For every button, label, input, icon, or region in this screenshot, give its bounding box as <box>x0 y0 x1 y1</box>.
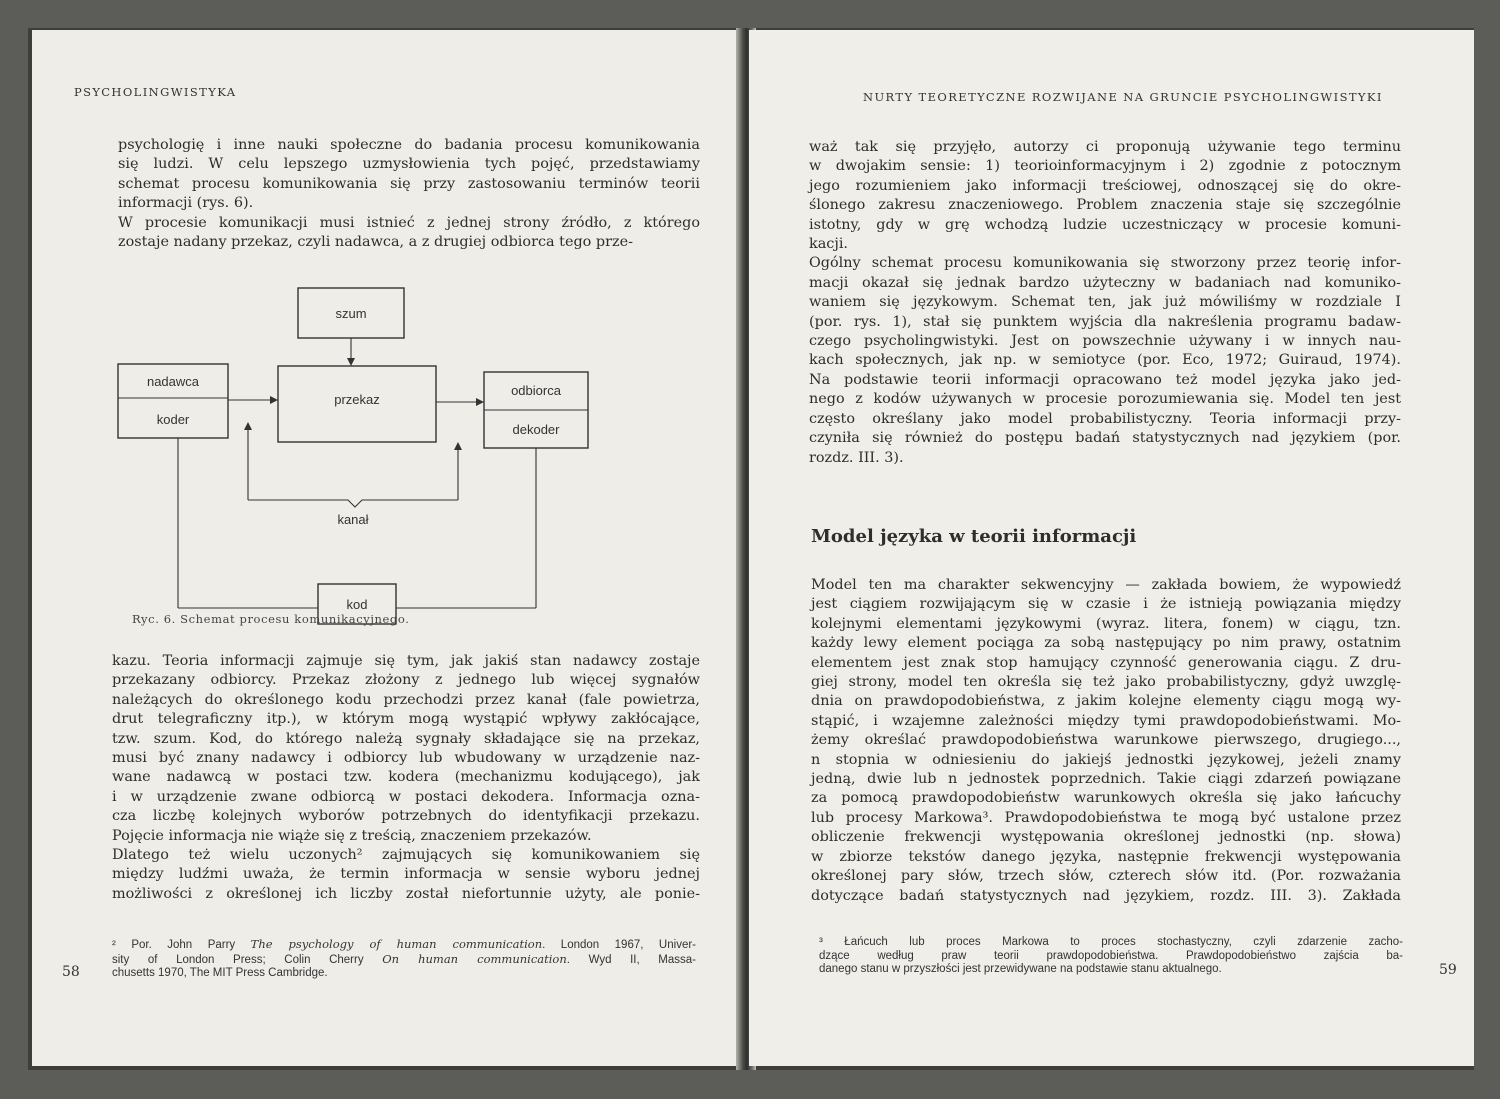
channel-bracket <box>248 500 458 507</box>
footnote-line: sity of London Press; Colin Cherry On human communication. Wyd II, Massa- <box>112 951 696 966</box>
paragraph <box>112 652 700 904</box>
text-line: tzw. szum. Kod, do którego należą sygnały składające się na przekaz, <box>112 730 700 747</box>
section-heading: Model języka w teorii informacji <box>811 526 1137 547</box>
label-szum: szum <box>335 306 367 321</box>
text-line: rozdz. III. 3). <box>809 449 904 466</box>
text-line: między ludźmi uważa, że termin informacja w sensie wyboru jednej <box>112 866 700 883</box>
label-odbiorca: odbiorca <box>511 383 561 398</box>
left-page <box>32 30 743 1066</box>
text-line: kolejnymi elementami językowymi (wyraz. litera, fonem) w ciągu, tzn. <box>811 615 1401 632</box>
page-number-right: 59 <box>1439 962 1457 978</box>
text-line: dotyczące badań statystycznych nad językiem, rozdz. III. 3). Zakłada <box>811 887 1401 904</box>
text-line: się ludzi. W celu lepszego uzmysłowienia tych pojęć, przedstawiamy <box>118 156 700 173</box>
text-line: cza liczbę kolejnych wyborów potrzebnych do identyfikacji przekazu. <box>112 808 700 825</box>
text-line: waż tak się przyjęło, autorzy ci proponują używanie tego terminu <box>809 139 1401 155</box>
paragraph <box>118 136 700 252</box>
text-line: kacji. <box>809 236 848 253</box>
label-koder: koder <box>156 412 190 427</box>
text-line: przekazany odbiorcy. Przekaz złożony z jednego lub więcej sygnałów <box>112 672 700 689</box>
text-line: zostaje nadany przekaz, czyli nadawca, a z drugiej odbiorca tego prze- <box>118 234 633 251</box>
book-spread <box>28 28 1474 1070</box>
arrowhead-sender <box>270 396 278 404</box>
channel-left-arrowhead <box>244 422 252 430</box>
text-line: ślonego zakresu znaczeniowego. Problem znaczenia staje się szczególnie <box>809 197 1401 214</box>
text-line: należących do określonego kodu przechodzi przez kanał (fale powietrza, <box>112 691 700 708</box>
text-line: Model ten ma charakter sekwencyjny — zakłada bowiem, że wypowiedź <box>811 577 1401 593</box>
communication-diagram <box>112 280 612 612</box>
text-line: stąpić, i wzajemne zależności między tymi prawdopodobieństwami. Mo- <box>811 712 1401 729</box>
text-line: giej strony, model ten określa się też jako probabilistyczny, gdyż uwzglę- <box>811 674 1401 691</box>
footnote-line: ³ Łańcuch lub proces Markowa to proces stochastyczny, czyli zdarzenie zacho- <box>819 936 1403 948</box>
footnote-line: chusetts 1970, The MIT Press Cambridge. <box>112 967 328 979</box>
arrowhead-receiver <box>476 398 484 406</box>
text-line: żemy określać prawdopodobieństwa warunkowe pierwszego, drugiego..., <box>811 732 1401 749</box>
text-line: obliczenie frekwencji występowania określonej jednostki (np. słowa) <box>811 829 1401 846</box>
text-line: Ogólny schemat procesu komunikowania się stworzony przez teorię infor- <box>809 255 1401 272</box>
text-line: Na podstawie teorii informacji opracowano też model języka jako jed- <box>809 371 1401 388</box>
text-line: psychologię i inne nauki społeczne do badania procesu komunikowania <box>118 137 700 153</box>
footnote <box>112 938 696 981</box>
paragraph <box>809 138 1401 468</box>
right-page <box>749 30 1474 1066</box>
text-line: czego psycholingwistyki. Jest on powszechnie używany i w innych nau- <box>809 333 1401 350</box>
text-line: W procesie komunikacji musi istnieć z jednej strony źródło, z którego <box>118 214 700 231</box>
text-line: każdy lewy element pociąga za sobą następujący po nim prawy, ostatnim <box>811 635 1401 652</box>
text-line: istotny, gdy w grę wchodzą ludzie uczestniczący w procesie komuni- <box>809 216 1401 233</box>
text-line: elementem jest znak stop hamujący czynność generowania ciągu. Z dru- <box>811 654 1401 671</box>
text-line: jedną, dwie lub n jednostek poprzednich. Takie ciągi zdarzeń powiązane <box>811 771 1401 788</box>
text-line: drut telegraficzny itp.), w którym mogą wystąpić wpływy zakłócające, <box>112 711 700 728</box>
text-line: jest ciągiem rozwijającym się w czasie i że istnieją powiązania między <box>811 596 1401 613</box>
text-line: w zbiorze tekstów danego języka, następnie frekwencji występowania <box>811 848 1401 865</box>
text-line: musi być znany nadawcy i odbiorcy lub wbudowany w urządzenie naz- <box>112 750 700 767</box>
text-line: macji okazał się jednak bardzo użyteczny w badaniach nad komuniko- <box>809 274 1401 291</box>
label-kod: kod <box>346 597 368 612</box>
text-line: jego rozumieniem jako informacji treściowej, odnoszącej się do okre- <box>809 177 1401 194</box>
text-line: czyniła się również do postępu badań statystycznych nad językiem (por. <box>809 430 1401 447</box>
text-line: informacji (rys. 6). <box>118 195 254 212</box>
text-line: często określany jako model probabilistyczny. Teoria informacji przy- <box>809 410 1401 427</box>
text-line: Pojęcie informacja nie wiąże się z treścią, znaczeniem przekazów. <box>112 827 592 844</box>
text-line: wane nadawcą w postaci tzw. kodera (mechanizmu kodującego), jak <box>112 769 700 786</box>
footnote-line: dzące według praw teorii prawdopodobieństwa. Prawdopodobieństwo zajścia ba- <box>819 949 1403 962</box>
paragraph <box>811 576 1401 906</box>
text-line: nego z kodów używanych w procesie porozumiewania się. Model ten jest <box>809 391 1401 408</box>
text-line: lub procesy Markowa³. Prawdopodobieństwa te mogą być ustalone przez <box>811 809 1401 826</box>
text-line: dnia on prawdopodobieństwa, z jakim kolejne elementy ciągu mogą wy- <box>811 693 1401 710</box>
text-line: kach społecznych, jak np. w semiotyce (por. Eco, 1972; Guiraud, 1974). <box>809 352 1401 369</box>
label-przekaz: przekaz <box>334 392 380 407</box>
figure-caption: Ryc. 6. Schemat procesu komunikacyjnego. <box>132 612 410 626</box>
running-head-left: PSYCHOLINGWISTYKA <box>74 85 237 99</box>
channel-right-arrowhead <box>454 442 462 450</box>
text-line: waniem się językowym. Schemat ten, jak już mówiliśmy w rozdziale I <box>809 294 1401 311</box>
label-dekoder: dekoder <box>512 422 560 437</box>
footnote-line: danego stanu w przyszłości jest przewidywane na podstawie stanu aktualnego. <box>819 963 1222 975</box>
text-line: za pomocą prawdopodobieństw warunkowych określa się jako łańcuchy <box>811 790 1401 807</box>
running-head-right: NURTY TEORETYCZNE ROZWIJANE NA GRUNCIE PSYCHOLINGWISTYKI <box>863 90 1383 104</box>
arrowhead-noise <box>347 358 355 366</box>
text-line: (por. rys. 1), stał się punktem wyjścia dla nakreślenia programu badaw- <box>809 313 1401 330</box>
label-nadawca: nadawca <box>146 374 200 389</box>
text-line: schemat procesu komunikowania się przy zastosowaniu terminów teorii <box>118 175 700 192</box>
label-kanal: kanał <box>337 512 369 527</box>
text-line: i w urządzenie zwane odbiorcą w postaci dekodera. Informacja ozna- <box>112 788 700 805</box>
text-line: Dlatego też wielu uczonych² zajmujących się komunikowaniem się <box>112 847 700 864</box>
text-line: kazu. Teoria informacji zajmuje się tym, jak jakiś stan nadawcy zostaje <box>112 653 700 669</box>
page-number-left: 58 <box>62 964 80 980</box>
footnote <box>819 936 1403 977</box>
footnote-line: ² Por. John Parry The psychology of human communication. London 1967, Univer- <box>112 937 696 951</box>
text-line: możliwości z określonej ich liczby został niefortunnie użyty, ale ponie- <box>112 885 700 902</box>
text-line: w dwojakim sensie: 1) teorioinformacyjnym i 2) zgodnie z potocznym <box>809 158 1401 175</box>
text-line: określonej pary słów, trzech słów, czterech słów itd. (Por. rozważania <box>811 868 1401 885</box>
text-line: n stopnia w odniesieniu do jakiejś jednostki językowej, jeżeli znamy <box>811 751 1401 768</box>
